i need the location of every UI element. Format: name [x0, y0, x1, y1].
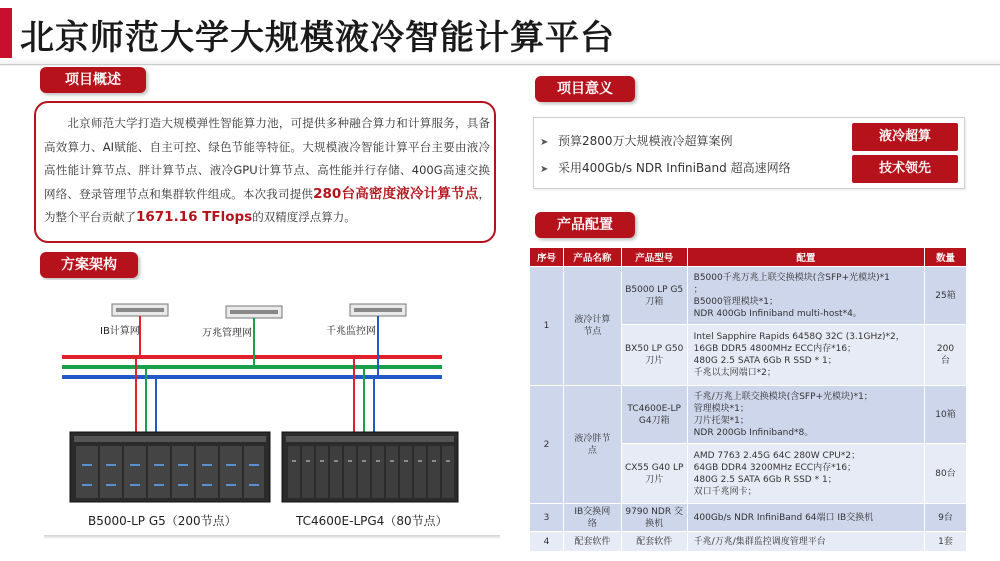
- arrow-right-icon: ➤: [540, 137, 549, 148]
- row-qty: 1套: [925, 532, 967, 552]
- row-qty: 9台: [925, 504, 967, 532]
- row-config: AMD 7763 2.45G 64C 280W CPU*2； 64GB DDR4 3200MHz ECC内存*16； 480G 2.5 SATA 6Gb R SSD * 1； 双口千兆网卡；: [687, 444, 924, 504]
- row-config: 千兆/万兆上联交换模块(含SFP+光模块)*1； 管理模块*1； 刀片托架*1； NDR 200Gb Infiniband*8。: [687, 386, 924, 444]
- row-config: 400Gb/s NDR InfiniBand 64端口 IB交换机: [687, 504, 924, 532]
- overview-body-3: 的双精度浮点算力。: [252, 210, 356, 224]
- header-name: 产品名称: [563, 248, 621, 267]
- overview-body-2: ，为整个平台贡献了: [44, 186, 490, 224]
- header-config: 配置: [687, 248, 924, 267]
- server-chassis-b5000: [70, 432, 270, 502]
- section-label-overview: 项目概述: [40, 67, 146, 93]
- switch-icon-management: [226, 306, 282, 318]
- row-qty: 10箱: [925, 386, 967, 444]
- row-no: 4: [530, 532, 564, 552]
- section-label-architecture: 方案架构: [40, 252, 138, 278]
- table-row: [530, 267, 967, 325]
- overview-body-1: 北京师范大学打造大规模弹性智能算力池，可提供多种融合算力和计算服务，具备高效算力、AI赋能、自主可控、绿色节能等特征。大规模液冷智能计算平台主要由液冷高性能计算节点、胖计算节点、液冷GPU计算节点、高性能并行存储、400G高速交换网络、登录管理节点和集群软件组成。本次我司提供: [44, 116, 490, 201]
- tag-tech-leading: 技术领先: [852, 155, 958, 183]
- title-accent-bar: [0, 8, 12, 58]
- server-chassis-tc4600e: [282, 432, 458, 502]
- row-no: 3: [530, 504, 564, 532]
- row-no: 1: [530, 267, 564, 386]
- section-label-significance: 项目意义: [535, 76, 635, 102]
- arrow-right-icon: ➤: [540, 164, 549, 175]
- significance-item-1: [540, 132, 733, 149]
- table-header-row: [530, 248, 967, 267]
- table-row: [530, 504, 967, 532]
- row-name: IB交换网 络: [563, 504, 621, 532]
- switch-label-ib: IB计算网: [100, 326, 140, 337]
- overview-highlight-tflops: 1671.16 TFlops: [136, 209, 253, 225]
- table-row: [530, 386, 967, 444]
- row-name: 配套软件: [563, 532, 621, 552]
- row-config: Intel Sapphire Rapids 6458Q 32C (3.1GHz)*2， 16GB DDR5 4800MHz ECC内存*16； 480G 2.5 SATA 6Gb R SSD * 1； 千兆以太网端口*2；: [687, 325, 924, 386]
- row-model: 9790 NDR 交 换机: [621, 504, 687, 532]
- row-config: 千兆/万兆/集群监控调度管理平台: [687, 532, 924, 552]
- overview-highlight-nodes: 280台高密度液冷计算节点: [313, 185, 479, 202]
- row-config: B5000千兆万兆上联交换模块(含SFP+光模块)*1 ； B5000管理模块*1； NDR 400Gb Infiniband multi-host*4。: [687, 267, 924, 325]
- row-model: TC4600E-LP G4刀箱: [621, 386, 687, 444]
- switch-icon-ib: [112, 304, 168, 316]
- header-qty: 数量: [925, 248, 967, 267]
- row-model: BX50 LP G50 刀片: [621, 325, 687, 386]
- overview-text: [44, 112, 490, 230]
- row-qty: 200 台: [925, 325, 967, 386]
- row-model: B5000 LP G5 刀箱: [621, 267, 687, 325]
- switch-icon-monitor: [350, 304, 406, 316]
- significance-item-1-text: 预算2800万大规模液冷超算案例: [558, 134, 733, 148]
- section-label-product: 产品配置: [535, 212, 635, 238]
- server-caption-tc4600e: TC4600E-LPG4（80节点）: [296, 514, 448, 528]
- header-no: 序号: [530, 248, 564, 267]
- architecture-svg: [44, 280, 500, 536]
- network-backbone-lines: [62, 357, 442, 377]
- page-title: 北京师范大学大规模液冷智能计算平台: [20, 18, 615, 58]
- row-model: 配套软件: [621, 532, 687, 552]
- title-divider: [0, 64, 1000, 65]
- row-model: CX55 G40 LP 刀片: [621, 444, 687, 504]
- product-table: [529, 247, 967, 552]
- header-model: 产品型号: [621, 248, 687, 267]
- row-qty: 80台: [925, 444, 967, 504]
- switch-label-management: 万兆管理网: [202, 328, 252, 339]
- server-caption-b5000: B5000-LP G5（200节点）: [88, 514, 237, 528]
- row-no: 2: [530, 386, 564, 504]
- switch-label-monitor: 千兆监控网: [326, 326, 376, 337]
- row-name: 液冷胖节 点: [563, 386, 621, 504]
- row-qty: 25箱: [925, 267, 967, 325]
- significance-item-2-text: 采用400Gb/s NDR InfiniBand 超高速网络: [558, 161, 791, 175]
- significance-item-2: [540, 159, 791, 176]
- table-row: [530, 532, 967, 552]
- tag-liquid-cooling: 液冷超算: [852, 123, 958, 151]
- row-name: 液冷计算 节点: [563, 267, 621, 386]
